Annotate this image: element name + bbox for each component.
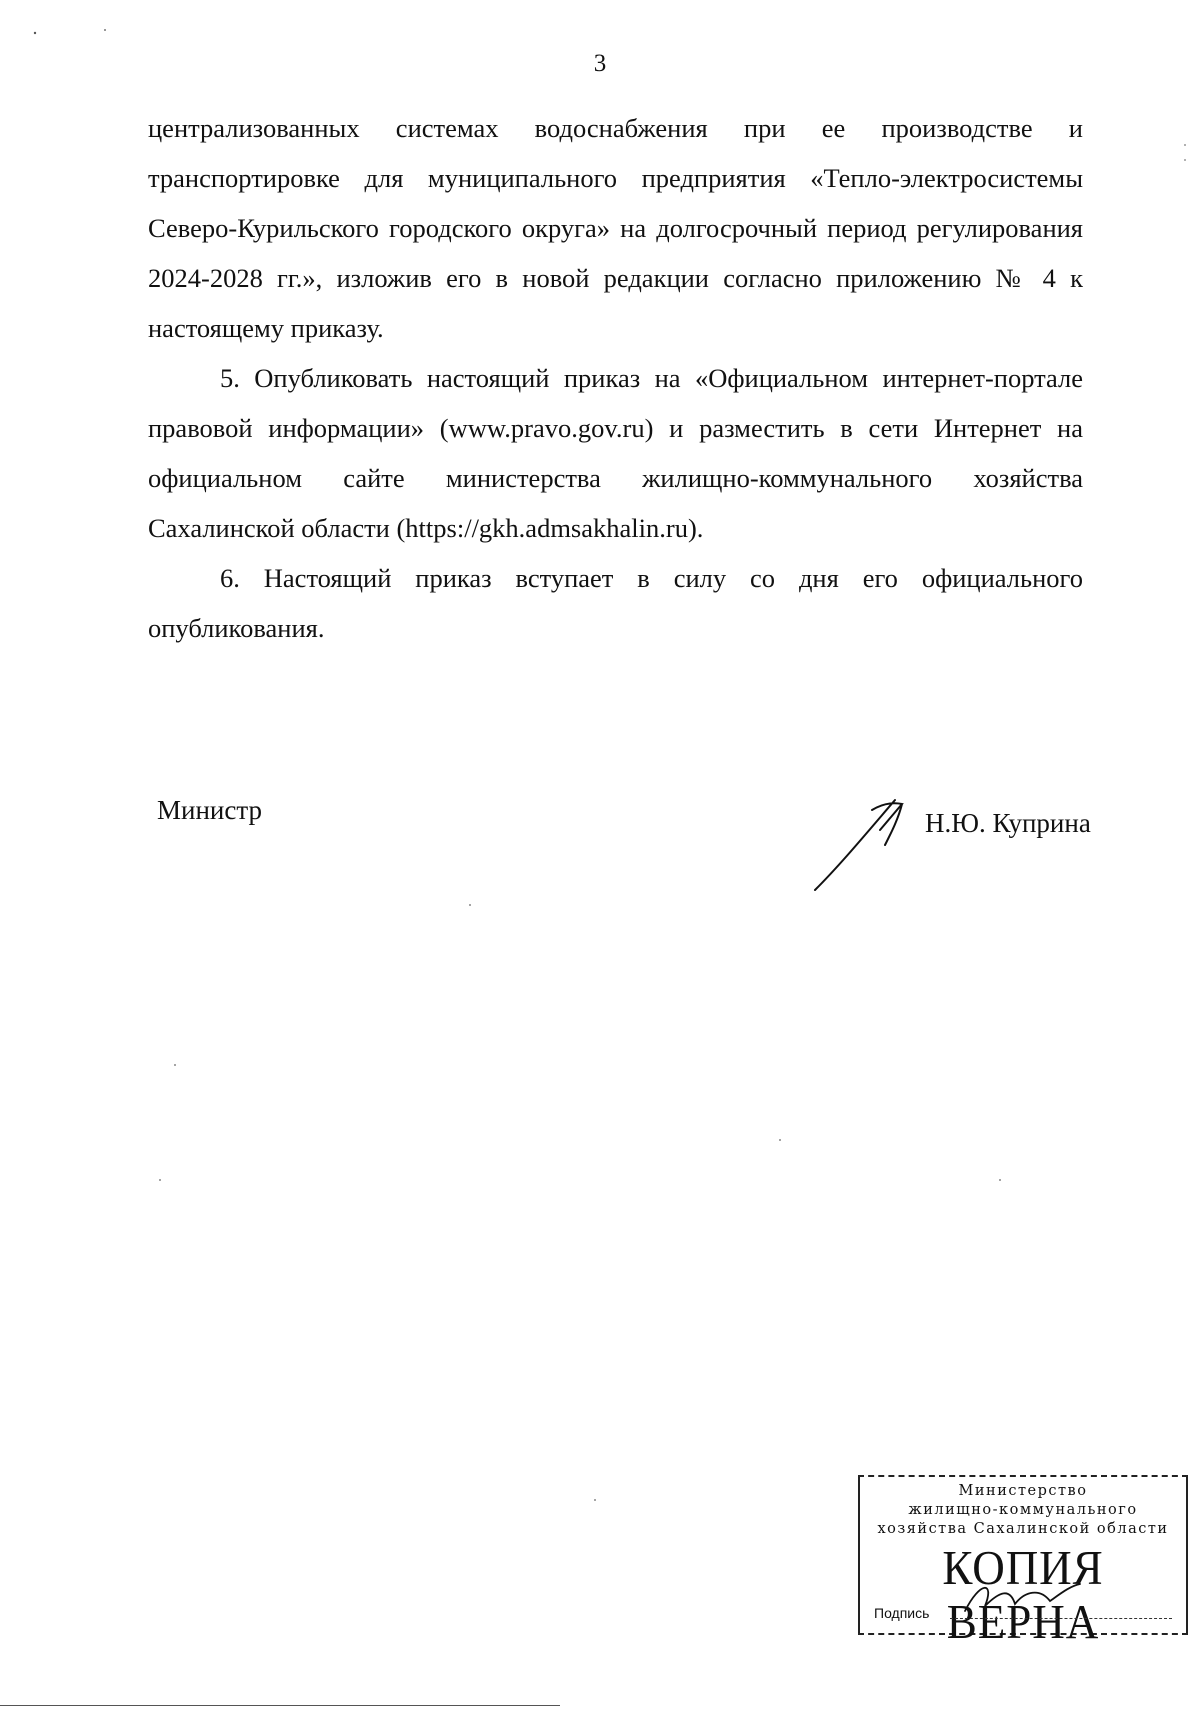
handwritten-signature — [810, 790, 930, 900]
document-body — [148, 103, 1083, 653]
paragraph-item-5: 5. Опубликовать настоящий приказ на «Официальном интернет-портале правовой информации» (www.pravo.gov.ru) и разместить в сети Интернет на официальном сайте министерства жилищно-коммунального хозяйства Сахалинской области (https://gkh.admsakhalin.ru). — [148, 363, 1083, 543]
stamp-sign-label: Подпись — [874, 1605, 930, 1621]
copy-certified-stamp — [858, 1475, 1188, 1649]
signatory-name: Н.Ю. Куприна — [925, 808, 1091, 838]
paragraph-item-6: 6. Настоящий приказ вступает в силу со дня его официального опубликования. — [148, 563, 1083, 643]
stamp-line-1: Министерство — [958, 1483, 1088, 1499]
stamp-signature — [955, 1576, 1085, 1621]
stamp-line-3: хозяйства Сахалинской области — [877, 1521, 1169, 1537]
stamp-main-text: КОПИЯ ВЕРНА — [942, 1540, 1104, 1649]
stamp-line-2: жилищно-коммунального — [908, 1502, 1138, 1518]
signatory-role: Министр — [157, 795, 262, 825]
paragraph-continuation: централизованных системах водоснабжения при ее производстве и транспортировке для муниципального предприятия «Тепло-электросистемы Северо-Курильского городского округа» на долгосрочный период регулирования 2024-2028 гг.», изложив его в новой редакции согласно приложению № 4 к настоящему приказу. — [148, 113, 1083, 343]
bottom-scan-edge — [0, 1705, 560, 1706]
page-number: 3 — [593, 50, 607, 77]
